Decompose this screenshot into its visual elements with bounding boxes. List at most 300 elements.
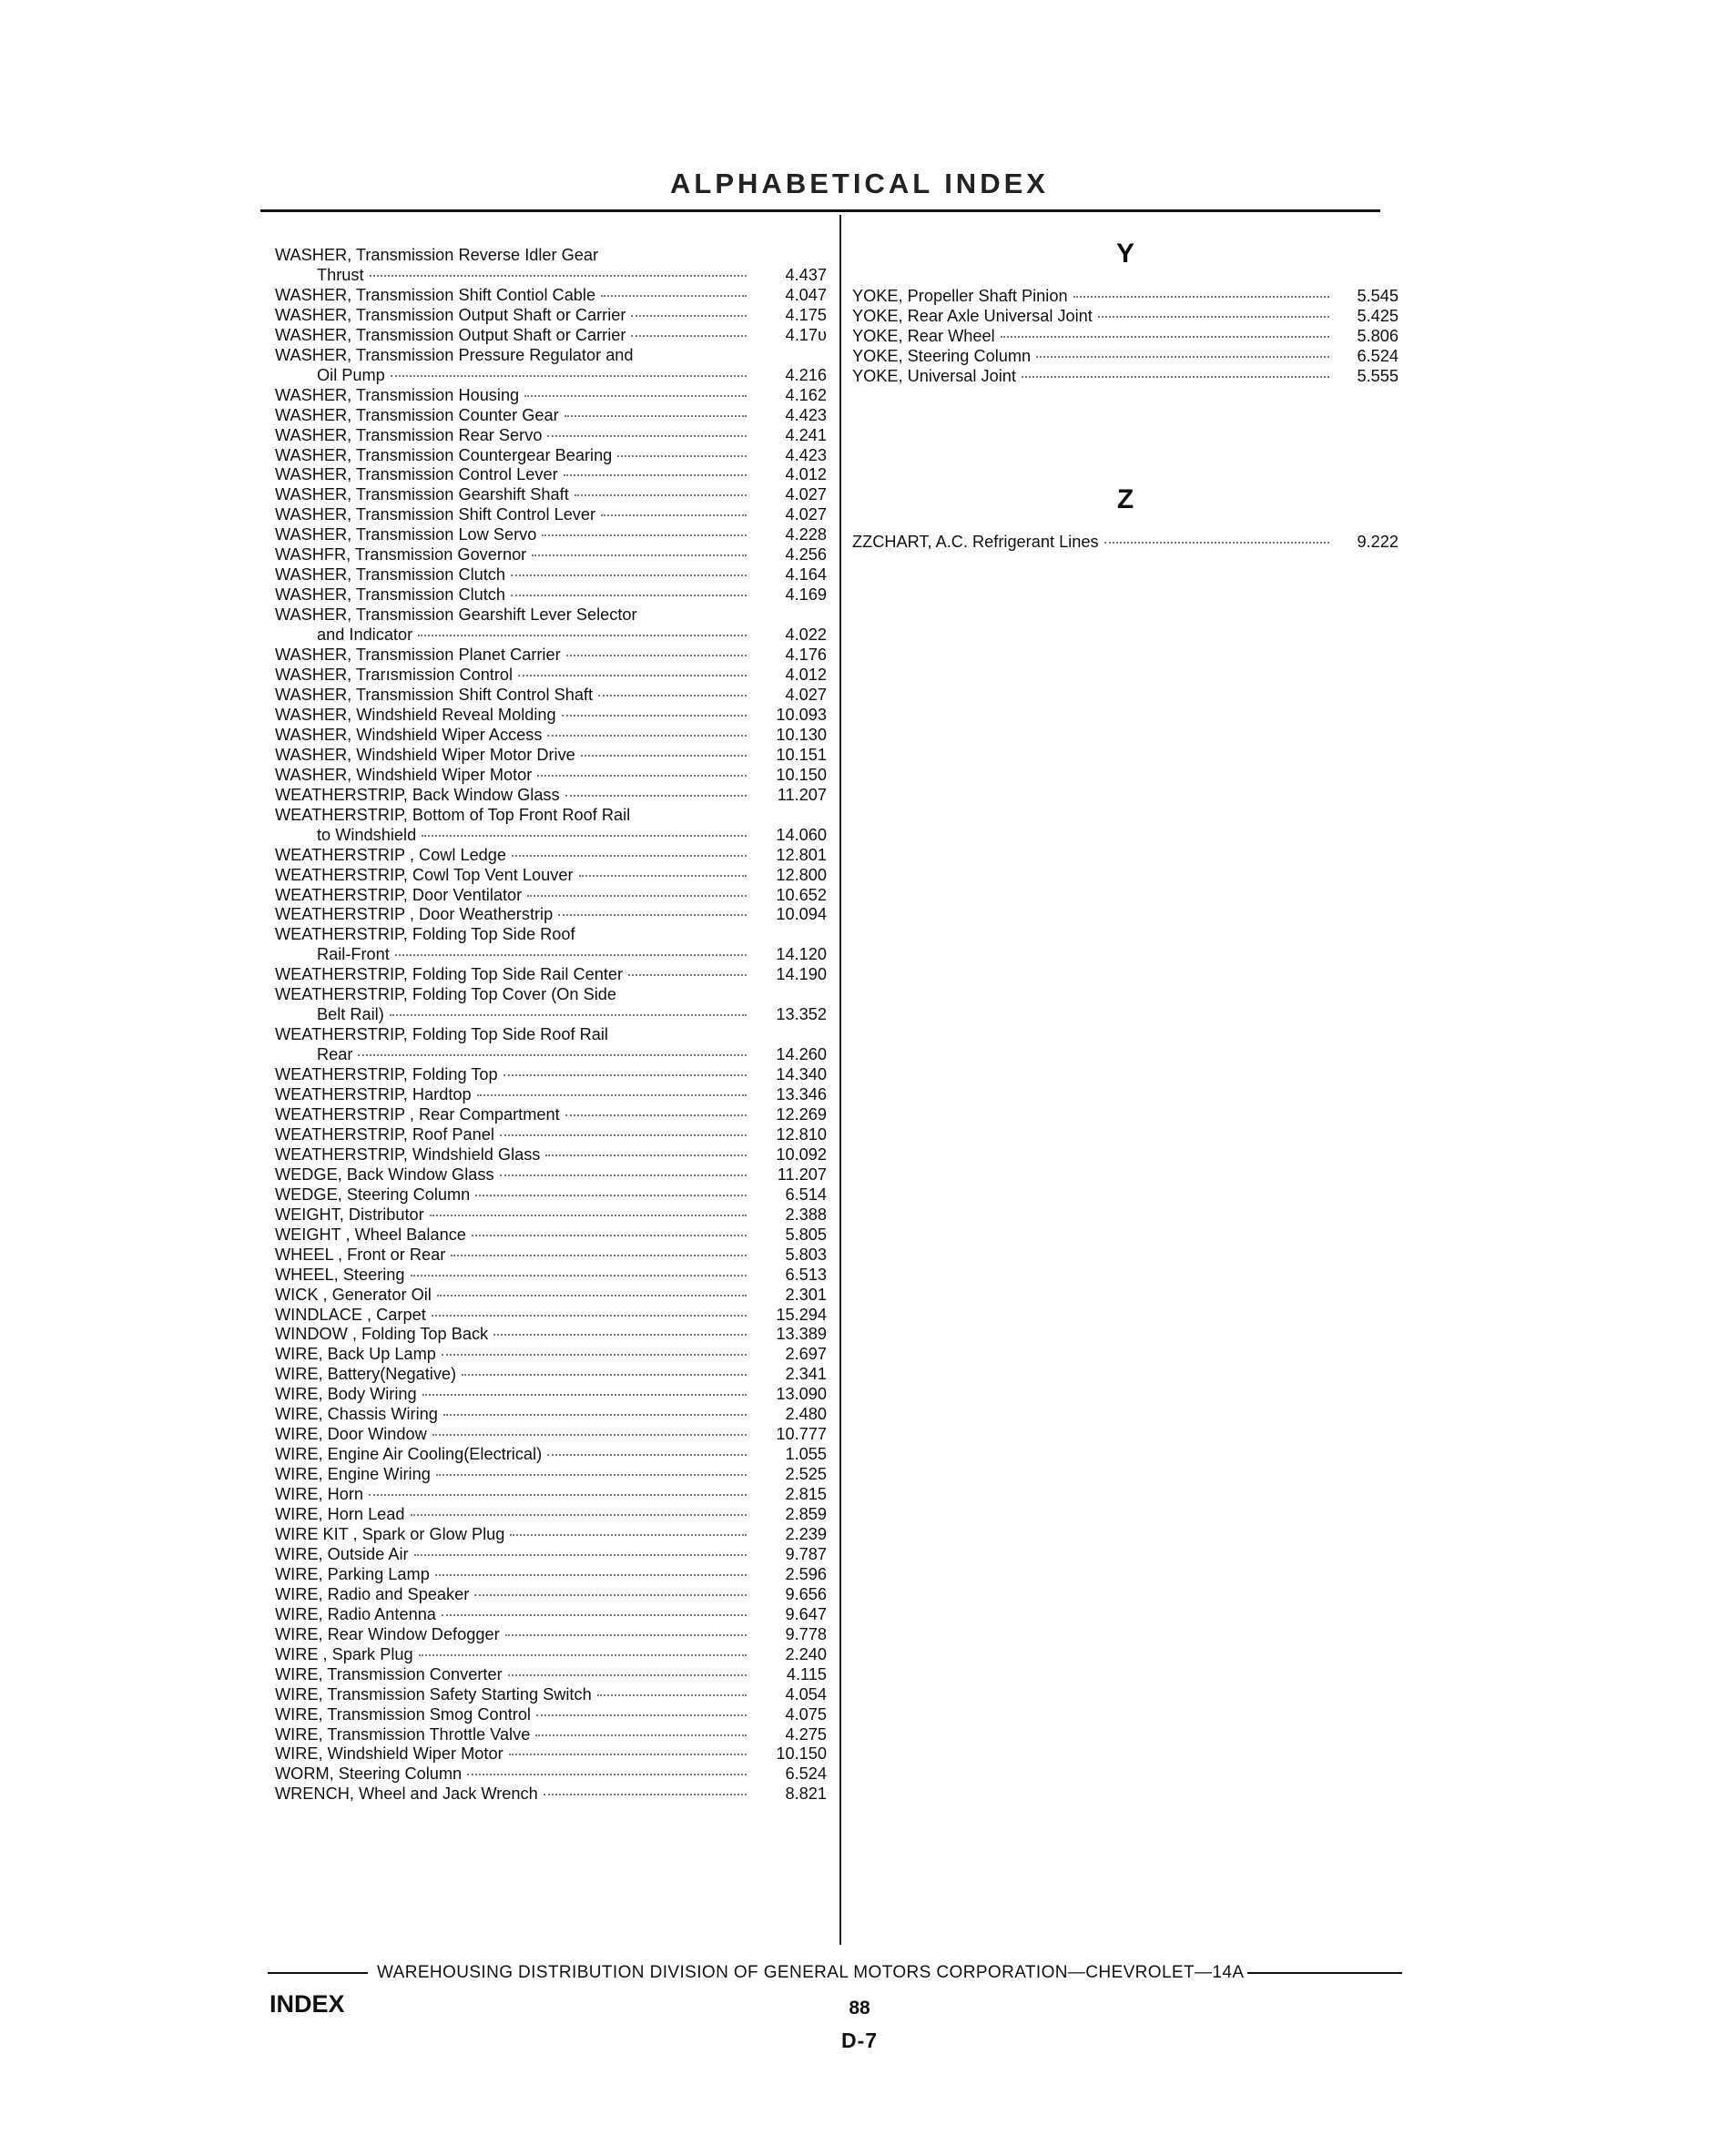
index-entry [275, 1645, 827, 1665]
dot-leader [601, 295, 747, 297]
entry-page-number: 13.346 [776, 1085, 827, 1104]
index-entry [275, 1665, 827, 1685]
index-entry [275, 646, 827, 666]
entry-page-number: 5.805 [785, 1225, 827, 1244]
dot-leader [422, 835, 747, 837]
dot-leader [432, 1315, 747, 1317]
entry-label: WEIGHT, Distributor [275, 1205, 424, 1224]
entry-label: WASHER, Transmission Output Shaft or Carrier [275, 325, 626, 344]
entry-line [275, 1185, 827, 1205]
entry-page-number: 5.545 [1357, 287, 1399, 305]
entry-line [275, 306, 827, 326]
dot-leader [535, 1734, 747, 1736]
dot-leader [565, 415, 747, 417]
entry-line [275, 1145, 827, 1165]
entry-page-number: 4.075 [785, 1704, 827, 1724]
index-entry [275, 426, 827, 446]
entry-page-number: 13.389 [776, 1325, 827, 1344]
dot-leader [503, 1074, 747, 1076]
dot-leader [597, 1694, 747, 1696]
entry-page-number: 2.596 [785, 1564, 827, 1583]
entry-label: WEDGE, Back Window Glass [275, 1164, 494, 1184]
entry-label: WICK , Generator Oil [275, 1285, 432, 1304]
entry-line [275, 786, 827, 806]
entry-page-number: 4.115 [786, 1664, 827, 1683]
entry-page-number: 2.301 [785, 1285, 827, 1304]
index-entry [275, 505, 827, 525]
dot-leader [544, 1794, 747, 1795]
index-entry [275, 1345, 827, 1365]
entry-label: WEATHERSTRIP, Folding Top Side Roof Rail [275, 1025, 608, 1044]
entry-label: WASHER, Windshield Wiper Motor Drive [275, 745, 575, 764]
entry-page-number: 9.778 [785, 1624, 827, 1643]
index-entry [275, 1525, 827, 1545]
entry-label: WIRE, Horn [275, 1485, 364, 1504]
entry-line [275, 266, 827, 286]
entry-page-number: 4.169 [785, 585, 827, 605]
dot-leader [601, 514, 747, 516]
index-entry [275, 1246, 827, 1266]
entry-page-number: 2.239 [785, 1525, 827, 1543]
dot-leader [1036, 356, 1329, 358]
entry-page-number: 2.341 [785, 1365, 827, 1384]
column-divider [839, 215, 841, 1945]
dot-leader [419, 1654, 747, 1656]
index-entry [275, 1286, 827, 1306]
entry-page-number: 4.164 [785, 565, 827, 585]
entry-label: WASHER, Transmission Clutch [275, 565, 505, 585]
entry-line [275, 585, 827, 605]
entry-page-number: 13.090 [776, 1385, 827, 1404]
entry-label: WASHER, Transmission Pressure Regulator and [275, 345, 634, 364]
entry-line [275, 625, 827, 646]
entry-label: WEATHERSTRIP, Cowl Top Vent Louver [275, 865, 574, 884]
entry-page-number: 5.806 [1357, 326, 1399, 345]
index-entry [275, 886, 827, 906]
index-entry [275, 326, 827, 346]
entry-page-number: 11.207 [777, 1164, 827, 1184]
dot-leader [581, 755, 747, 757]
entry-label: WEATHERSTRIP , Rear Compartment [275, 1104, 560, 1124]
footer-section-code: D-7 [840, 2029, 879, 2052]
index-entry [275, 1145, 827, 1165]
section-gap [852, 387, 1399, 478]
index-entry [275, 1306, 827, 1326]
dot-leader [565, 1114, 747, 1116]
entry-label: WIRE, Door Window [275, 1425, 427, 1444]
entry-label: WORM, Steering Column [275, 1764, 463, 1784]
entry-label: WIRE, Windshield Wiper Motor [275, 1744, 503, 1764]
index-entry [275, 1445, 827, 1465]
entry-page-number: 9.222 [1357, 532, 1399, 551]
index-entry [275, 1185, 827, 1205]
footer-index-label: INDEX [270, 1990, 345, 2018]
entry-label: WASHER, Windshield Reveal Molding [275, 705, 556, 724]
entry-page-number: 6.514 [785, 1185, 827, 1204]
dot-leader [390, 1014, 747, 1016]
dot-leader [474, 1594, 747, 1596]
index-entry [275, 706, 827, 726]
entry-line [275, 1645, 827, 1665]
entry-label: WASHER, Transmission Rear Servo [275, 425, 543, 444]
entry-label: WHEEL , Front or Rear [275, 1245, 446, 1264]
dot-leader [631, 335, 747, 337]
index-entry [275, 1165, 827, 1185]
dot-leader [414, 1554, 747, 1556]
entry-line [275, 766, 827, 786]
dot-leader [435, 1574, 747, 1576]
index-entry [275, 985, 827, 1025]
footer-division-text: WAREHOUSING DISTRIBUTION DIVISION OF GENERAL MOTORS CORPORATION—CHEVROLET—14A [377, 1963, 1245, 1982]
entry-line [275, 1485, 827, 1505]
dot-leader [411, 1514, 747, 1516]
index-entry [275, 726, 827, 746]
entry-label: WIRE, Radio and Speaker [275, 1584, 470, 1603]
entry-line [275, 1585, 827, 1605]
entry-line [275, 1605, 827, 1625]
index-entry [275, 1705, 827, 1725]
entry-line [275, 406, 827, 426]
dot-leader [411, 1275, 747, 1276]
dot-leader [617, 455, 747, 457]
entry-label: YOKE, Rear Wheel [852, 326, 995, 345]
entry-line [275, 1005, 827, 1025]
index-entry [275, 465, 827, 485]
entry-line [275, 1065, 827, 1085]
index-entry [275, 1425, 827, 1445]
entry-label: WASHER, Windshield Wiper Access [275, 725, 543, 744]
entry-page-number: 12.269 [776, 1104, 827, 1124]
entry-label: WIRE, Outside Air [275, 1544, 409, 1563]
index-entry [275, 1565, 827, 1585]
index-entry [275, 1585, 827, 1605]
entry-label: to Windshield [317, 825, 417, 844]
entry-page-number: 2.240 [785, 1644, 827, 1663]
entry-page-number: 14.120 [776, 945, 827, 964]
entry-page-number: 4.228 [785, 525, 827, 544]
entry-line [275, 965, 827, 985]
index-entry [275, 1625, 827, 1645]
dot-leader [437, 1295, 747, 1297]
entry-label: and Indicator [317, 625, 413, 645]
entry-label: WASHER, Transmission Low Servo [275, 525, 537, 544]
entry-label: WIRE, Transmission Smog Control [275, 1704, 531, 1724]
entry-line [275, 1725, 827, 1745]
entry-page-number: 4.216 [785, 365, 827, 384]
entry-page-number: 1.055 [785, 1445, 827, 1464]
entry-label: WEATHERSTRIP, Back Window Glass [275, 785, 560, 804]
entry-page-number: 2.388 [785, 1205, 827, 1224]
dot-leader [518, 675, 747, 676]
entry-page-number: 5.425 [1357, 306, 1399, 325]
entry-line [275, 246, 827, 266]
entry-page-number: 4.022 [785, 625, 827, 645]
entry-page-number: 2.525 [785, 1465, 827, 1484]
entry-label: WEATHERSTRIP, Folding Top Side Roof [275, 925, 575, 944]
entry-label: YOKE, Universal Joint [852, 366, 1016, 385]
index-entry [275, 346, 827, 386]
entry-label: WIRE, Engine Air Cooling(Electrical) [275, 1445, 543, 1464]
index-entry [852, 287, 1399, 307]
entry-line [275, 1665, 827, 1685]
entry-line [275, 1545, 827, 1565]
dot-leader [370, 275, 747, 277]
dot-leader [1073, 296, 1329, 298]
entry-label: Rear [317, 1045, 353, 1064]
entry-line [275, 1385, 827, 1405]
dot-leader [510, 1534, 747, 1536]
entry-label: WEATHERSTRIP, Door Ventilator [275, 885, 523, 904]
index-entry [275, 866, 827, 886]
entry-line [275, 706, 827, 726]
entry-label: WEDGE, Steering Column [275, 1185, 471, 1204]
dot-leader [562, 715, 747, 717]
entry-line [275, 945, 827, 965]
entry-label: WASHER, Transmission Shift Control Shaft [275, 685, 594, 704]
section-letter-y: Y [1115, 239, 1134, 269]
entry-line [275, 1325, 827, 1345]
entry-line [275, 505, 827, 525]
entry-line [275, 545, 827, 565]
dot-leader [472, 1235, 747, 1236]
dot-leader [1001, 336, 1329, 338]
index-entry [275, 1725, 827, 1745]
entry-label: YOKE, Rear Axle Universal Joint [852, 306, 1093, 325]
entry-label: YOKE, Steering Column [852, 346, 1032, 365]
index-entry [275, 1125, 827, 1145]
entry-label: WIRE, Engine Wiring [275, 1465, 431, 1484]
index-entry [275, 1385, 827, 1405]
index-entry [852, 367, 1399, 387]
entry-label: WASHFR, Transmission Governor [275, 545, 527, 564]
entry-page-number: 5.555 [1357, 366, 1399, 385]
entry-label: WIRE, Transmission Safety Starting Switch [275, 1684, 592, 1703]
index-entry [275, 485, 827, 505]
entry-page-number: 2.815 [785, 1485, 827, 1504]
entry-page-number: 14.340 [776, 1065, 827, 1084]
entry-page-number: 2.859 [785, 1505, 827, 1524]
page-title: ALPHABETICAL INDEX [670, 168, 1049, 199]
dot-leader [475, 1195, 747, 1196]
entry-page-number: 10.093 [776, 705, 827, 724]
section-z-entries [852, 533, 1399, 553]
dot-leader [512, 855, 747, 857]
entry-page-number: 14.260 [776, 1045, 827, 1064]
dot-leader [500, 1175, 747, 1176]
entry-label: WIRE, Body Wiring [275, 1385, 417, 1404]
dot-leader [422, 1394, 747, 1396]
entry-label: WASHER, Transmission Countergear Bearing [275, 445, 613, 464]
dot-leader [598, 695, 747, 697]
index-entry [275, 666, 827, 686]
dot-leader [442, 1614, 747, 1616]
entry-label: WEATHERSTRIP, Bottom of Top Front Roof Rail [275, 805, 631, 824]
entry-label: Oil Pump [317, 365, 385, 384]
entry-label: WASHER, Transmission Planet Carrier [275, 646, 561, 665]
dot-leader [462, 1374, 747, 1376]
index-entry [275, 386, 827, 406]
dot-leader [418, 635, 747, 636]
index-entry [275, 306, 827, 326]
index-entry [275, 246, 827, 286]
dot-leader [358, 1054, 747, 1056]
footer-rule-left [268, 1972, 368, 1974]
entry-label: WINDLACE , Carpet [275, 1305, 426, 1324]
entry-label: WEATHERSTRIP, Folding Top [275, 1065, 498, 1084]
entry-page-number: 4.012 [785, 465, 827, 484]
entry-line [275, 386, 827, 406]
entry-page-number: 4.027 [785, 505, 827, 524]
index-entry [275, 1266, 827, 1286]
index-entry [275, 545, 827, 565]
entry-line [275, 1105, 827, 1125]
entry-line [275, 366, 827, 386]
entry-page-number: 10.150 [776, 1744, 827, 1764]
index-entry [275, 1065, 827, 1085]
entry-label: WASHER, Trarısmission Control [275, 666, 514, 685]
entry-page-number: 14.060 [776, 825, 827, 844]
index-entry [275, 1025, 827, 1065]
dot-leader [432, 1434, 747, 1436]
entry-page-number: 11.207 [777, 785, 827, 804]
entry-line [275, 866, 827, 886]
index-entry [275, 1405, 827, 1425]
entry-label: WEATHERSTRIP, Windshield Glass [275, 1144, 541, 1164]
entry-label: WASHER, Transmission Housing [275, 385, 520, 404]
index-entry [852, 347, 1399, 367]
entry-line [275, 346, 827, 366]
entry-page-number: 4.256 [785, 545, 827, 564]
dot-leader [575, 494, 747, 496]
index-entry [275, 766, 827, 786]
entry-page-number: 2.480 [785, 1405, 827, 1424]
entry-label: WASHER, Transmission Clutch [275, 585, 505, 605]
entry-page-number: 4.423 [785, 405, 827, 424]
index-entry [275, 1465, 827, 1485]
dot-leader [564, 474, 747, 476]
entry-page-number: 4.162 [785, 385, 827, 404]
index-entry [275, 406, 827, 426]
index-column-right [852, 232, 1399, 553]
entry-page-number: 4.176 [785, 646, 827, 665]
entry-line [275, 746, 827, 766]
entry-page-number: 4.275 [785, 1724, 827, 1744]
entry-page-number: 12.810 [776, 1124, 827, 1144]
entry-line [275, 1266, 827, 1286]
dot-leader [508, 1674, 747, 1676]
dot-leader [509, 1754, 747, 1755]
entry-label: WEATHERSTRIP , Door Weatherstrip [275, 905, 554, 924]
entry-label: WRENCH, Wheel and Jack Wrench [275, 1785, 538, 1804]
footer-division-line [268, 1963, 1402, 1983]
dot-leader [443, 1414, 747, 1416]
index-entry [275, 585, 827, 605]
entry-label: WIRE, Transmission Converter [275, 1664, 503, 1683]
index-entry [275, 1325, 827, 1345]
dot-leader [442, 1354, 747, 1356]
dot-leader [547, 435, 747, 437]
entry-page-number: 12.801 [776, 845, 827, 864]
dot-leader [537, 775, 747, 777]
entry-label: WASHER, Transmission Gearshift Shaft [275, 485, 569, 504]
entry-label: WIRE, Horn Lead [275, 1505, 405, 1524]
index-entry [275, 905, 827, 925]
entry-label: WASHER, Transmission Reverse Idler Gear [275, 246, 599, 264]
entry-line [275, 1525, 827, 1545]
entry-label: WEATHERSTRIP, Folding Top Cover (On Side [275, 985, 616, 1004]
entry-line [275, 1286, 827, 1306]
section-y-entries [852, 287, 1399, 387]
entry-page-number: 10.150 [776, 765, 827, 784]
dot-leader [628, 974, 747, 976]
entry-line [275, 1085, 827, 1105]
dot-leader [395, 954, 747, 956]
index-entry [852, 307, 1399, 327]
dot-leader [545, 1154, 747, 1156]
index-entry [275, 965, 827, 985]
title-rule [260, 209, 1380, 212]
entry-line [275, 1225, 827, 1246]
entry-line [275, 1425, 827, 1445]
entry-label: WEATHERSTRIP , Cowl Ledge [275, 845, 507, 864]
dot-leader [524, 395, 747, 397]
entry-page-number: 4.054 [785, 1684, 827, 1703]
entry-label: ZZCHART, A.C. Refrigerant Lines [852, 532, 1099, 551]
dot-leader [1104, 542, 1329, 544]
entry-page-number: 4.241 [785, 425, 827, 444]
entry-label: WIRE, Parking Lamp [275, 1564, 430, 1583]
entry-line [275, 1685, 827, 1705]
entry-line [275, 846, 827, 866]
section-letter-z: Z [1116, 483, 1134, 514]
entry-page-number: 10.777 [776, 1425, 827, 1444]
entry-line [275, 646, 827, 666]
entry-label: WASHER, Transmission Shift Control Lever [275, 505, 596, 524]
entry-page-number: 6.524 [785, 1764, 827, 1784]
entry-label: WASHER, Transmission Gearshift Lever Selector [275, 605, 637, 625]
dot-leader [558, 914, 747, 916]
entry-line [275, 666, 827, 686]
entry-line [275, 886, 827, 906]
index-entry [275, 1485, 827, 1505]
index-entry [275, 286, 827, 306]
entry-page-number: 4.027 [785, 485, 827, 504]
dot-leader [542, 534, 747, 536]
index-entry [275, 1605, 827, 1625]
entry-page-number: 10.092 [776, 1144, 827, 1164]
index-entry [852, 533, 1399, 553]
entry-page-number: 9.647 [785, 1604, 827, 1623]
index-entry [275, 605, 827, 646]
entry-page-number: 4.012 [785, 666, 827, 685]
index-entry [275, 786, 827, 806]
index-entry [275, 846, 827, 866]
dot-leader [369, 1494, 747, 1496]
entry-page-number: 9.787 [785, 1544, 827, 1563]
entry-page-number: 4.027 [785, 685, 827, 704]
entry-page-number: 10.094 [776, 905, 827, 924]
entry-line [275, 1165, 827, 1185]
dot-leader [511, 595, 747, 596]
entry-label: WEATHERSTRIP, Hardtop [275, 1085, 472, 1104]
entry-page-number: 6.524 [1357, 346, 1399, 365]
entry-label: WIRE, Battery(Negative) [275, 1365, 457, 1384]
index-entry [275, 446, 827, 466]
dot-leader [532, 554, 747, 556]
entry-line [275, 485, 827, 505]
entry-line [275, 446, 827, 466]
dot-leader [631, 315, 747, 317]
